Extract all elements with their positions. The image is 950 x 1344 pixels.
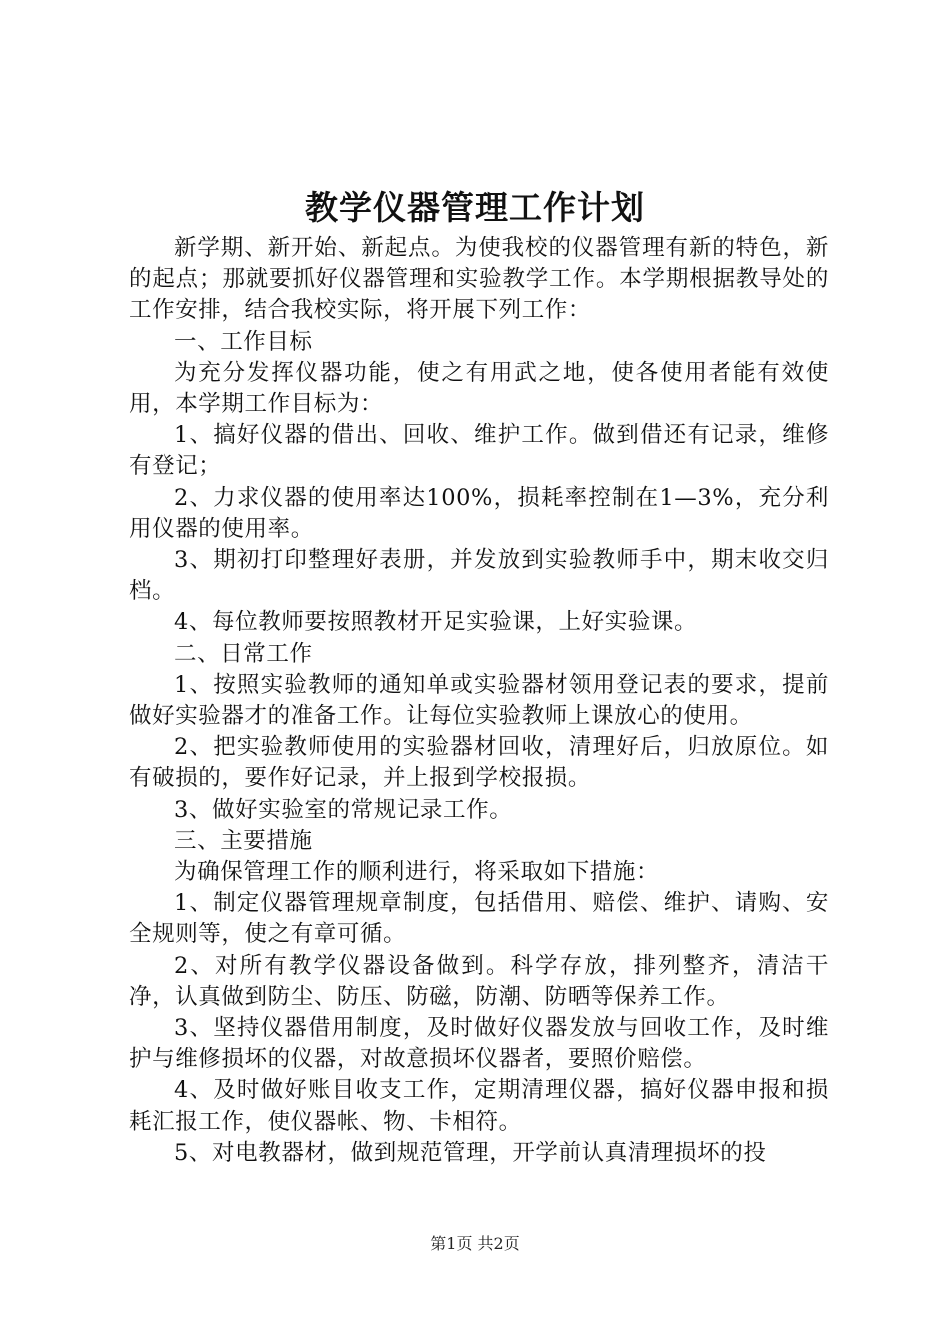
list-item: 3、期初打印整理好表册，并发放到实验教师手中，期末收交归档。 [129,547,829,605]
page-footer: 第1页 共2页 [430,1234,520,1253]
list-item: 1、搞好仪器的借出、回收、维护工作。做到借还有记录，维修有登记； [129,422,829,480]
list-item: 3、做好实验室的常规记录工作。 [174,796,513,823]
list-item: 2、把实验教师使用的实验器材回收，清理好后，归放原位。如有破损的，要作好记录，并上报到学校报损。 [129,734,829,792]
list-item: 1、制定仪器管理规章制度，包括借用、赔偿、维护、请购、安全规则等，使之有章可循。 [129,890,829,948]
paragraph-intro: 新学期、新开始、新起点。为使我校的仪器管理有新的特色，新的起点；那就要抓好仪器管理和实验教学工作。本学期根据教导处的工作安排，结合我校实际，将开展下列工作： [129,235,829,324]
section-heading-measures: 三、主要措施 [174,827,313,854]
list-item: 4、及时做好账目收支工作，定期清理仪器，搞好仪器申报和损耗汇报工作，使仪器帐、物、卡相符。 [129,1077,829,1135]
section-heading-daily-work: 二、日常工作 [174,640,313,667]
list-item: 2、力求仪器的使用率达100%，损耗率控制在1—3%，充分利用仪器的使用率。 [129,484,829,542]
paragraph: 为充分发挥仪器功能，使之有用武之地，使各使用者能有效使用，本学期工作目标为： [129,359,829,418]
list-item: 2、对所有教学仪器设备做到。科学存放，排列整齐，清洁干净，认真做到防尘、防压、防磁，防潮、防晒等保养工作。 [129,952,829,1010]
document-title: 教学仪器管理工作计划 [305,188,645,227]
list-item: 4、每位教师要按照教材开足实验课，上好实验课。 [174,609,698,636]
list-item: 3、坚持仪器借用制度，及时做好仪器发放与回收工作，及时维护与维修损坏的仪器，对故意损坏仪器者，要照价赔偿。 [129,1015,829,1073]
list-item: 1、按照实验教师的通知单或实验器材领用登记表的要求，提前做好实验器才的准备工作。让每位实验教师上课放心的使用。 [129,671,829,730]
section-heading-goals: 一、工作目标 [174,328,313,355]
paragraph: 为确保管理工作的顺利进行，将采取如下措施： [174,859,660,886]
list-item: 5、对电教器材，做到规范管理，开学前认真清理损坏的投 [174,1139,767,1166]
document-body [129,233,829,1169]
